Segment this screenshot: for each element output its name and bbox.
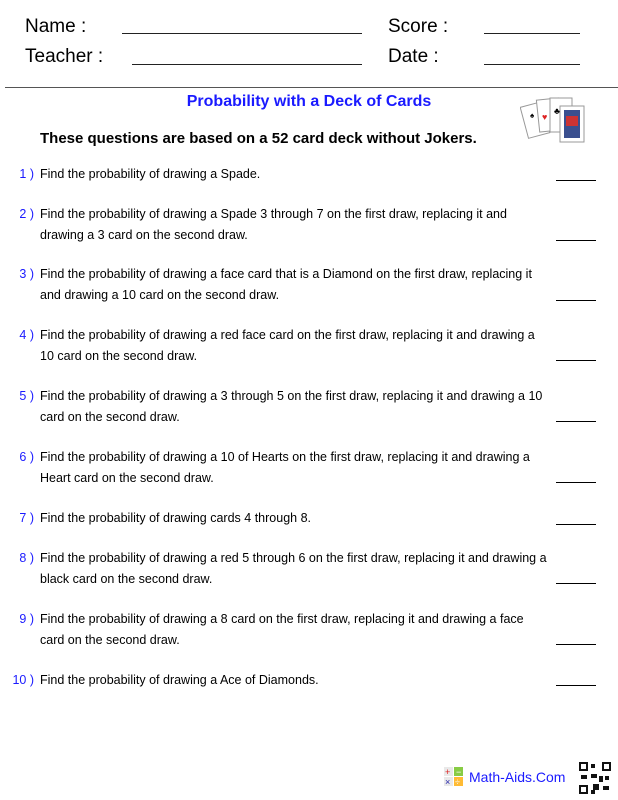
question-text: Find the probability of drawing a Spade. xyxy=(40,167,261,181)
teacher-field[interactable] xyxy=(132,64,362,65)
answer-blank[interactable] xyxy=(556,180,596,181)
svg-text:−: − xyxy=(456,767,462,777)
answer-blank[interactable] xyxy=(556,300,596,301)
question-text: Find the probability of drawing a 10 of Hearts on the first draw, replacing it and drawing a Heart card on the second draw. xyxy=(40,450,530,485)
question-text: Find the probability of drawing a red 5 through 6 on the first draw, replacing it and drawing a black card on the second draw. xyxy=(40,551,547,586)
date-field[interactable] xyxy=(484,64,580,65)
answer-blank[interactable] xyxy=(556,240,596,241)
footer-brand: Math-Aids.Com xyxy=(469,769,566,785)
question-number: 3 ) xyxy=(19,267,34,281)
score-field[interactable] xyxy=(484,33,580,34)
answer-blank[interactable] xyxy=(556,524,596,525)
question-number: 4 ) xyxy=(19,328,34,342)
question-text: Find the probability of drawing a 3 through 5 on the first draw, replacing it and drawing a 10 card on the second draw. xyxy=(40,389,543,424)
score-label: Score : xyxy=(388,16,449,37)
question-number: 7 ) xyxy=(19,511,34,525)
math-aids-logo-icon xyxy=(444,767,464,787)
svg-text:+: + xyxy=(445,767,451,777)
instructions: These questions are based on a 52 card deck without Jokers. xyxy=(40,130,477,147)
answer-blank[interactable] xyxy=(556,421,596,422)
qr-code-icon xyxy=(579,762,611,794)
playing-cards-icon xyxy=(520,96,586,146)
question-text: Find the probability of drawing a red face card on the first draw, replacing it and drawing a 10 card on the second draw. xyxy=(40,328,535,363)
question-text: Find the probability of drawing a 8 card on the first draw, replacing it and drawing a face card on the second draw. xyxy=(40,612,524,647)
question-text: Find the probability of drawing cards 4 through 8. xyxy=(40,511,311,525)
svg-text:♣: ♣ xyxy=(554,106,560,116)
name-label: Name : xyxy=(25,16,87,37)
answer-blank[interactable] xyxy=(556,482,596,483)
question-number: 6 ) xyxy=(19,450,34,464)
question-number: 8 ) xyxy=(19,551,34,565)
svg-text:÷: ÷ xyxy=(455,777,460,787)
answer-blank[interactable] xyxy=(556,583,596,584)
header-divider xyxy=(5,87,618,88)
svg-text:♥: ♥ xyxy=(542,112,548,122)
worksheet-title: Probability with a Deck of Cards xyxy=(186,93,432,110)
svg-text:×: × xyxy=(445,777,451,787)
question-text: Find the probability of drawing a Ace of Diamonds. xyxy=(40,673,319,687)
question-text: Find the probability of drawing a Spade 3 through 7 on the first draw, replacing it and drawing a 3 card on the second draw. xyxy=(40,207,507,242)
date-label: Date : xyxy=(388,46,439,67)
answer-blank[interactable] xyxy=(556,685,596,686)
question-number: 2 ) xyxy=(19,207,34,221)
question-number: 9 ) xyxy=(19,612,34,626)
svg-text:♠: ♠ xyxy=(530,111,535,120)
question-number: 10 ) xyxy=(12,673,34,687)
answer-blank[interactable] xyxy=(556,360,596,361)
teacher-label: Teacher : xyxy=(25,46,104,67)
question-text: Find the probability of drawing a face card that is a Diamond on the first draw, replacing it and drawing a 10 card on the second draw. xyxy=(40,267,532,302)
question-number: 5 ) xyxy=(19,389,34,403)
name-field[interactable] xyxy=(122,33,362,34)
answer-blank[interactable] xyxy=(556,644,596,645)
question-number: 1 ) xyxy=(19,167,34,181)
